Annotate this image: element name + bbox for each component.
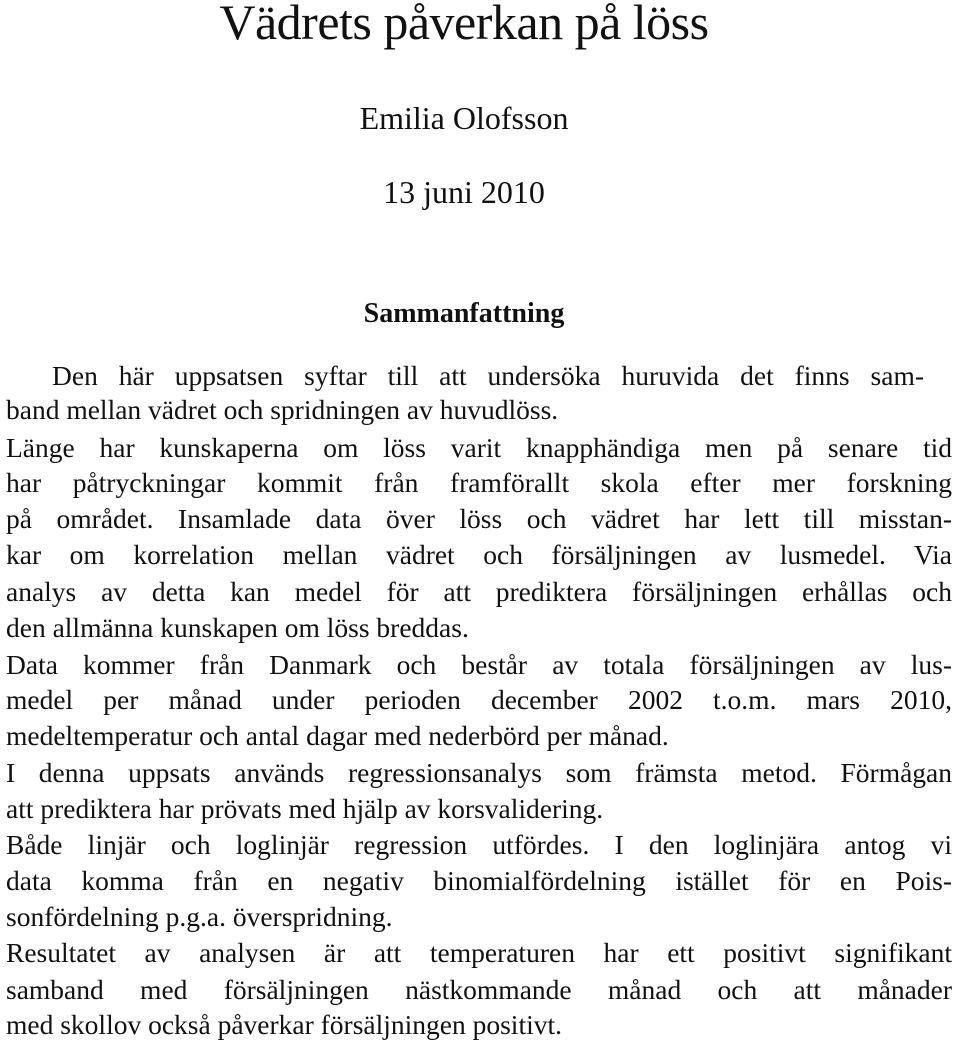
abstract-line: medeltemperatur och antal dagar med nederbörd per månad. bbox=[6, 720, 669, 751]
abstract-line: band mellan vädret och spridningen av huvudlöss. bbox=[6, 394, 559, 425]
abstract-heading: Sammanfattning bbox=[363, 298, 565, 329]
publication-date: 13 juni 2010 bbox=[383, 174, 545, 210]
abstract-line: med skollov också påverkar försäljningen positivt. bbox=[6, 1009, 562, 1040]
abstract-line: data komma från en negativ binomialfördelning istället för en Pois- bbox=[6, 865, 952, 896]
abstract-line: att prediktera har prövats med hjälp av korsvalidering. bbox=[6, 793, 604, 824]
abstract-line: samband med försäljningen nästkommande månad och att månader bbox=[6, 974, 952, 1005]
abstract-line: Både linjär och loglinjär regression utfördes. I den loglinjära antog vi bbox=[6, 829, 952, 860]
paper-title: Vädrets påverkan på löss bbox=[219, 0, 709, 50]
abstract-line: Länge har kunskaperna om löss varit knapphändiga men på senare tid bbox=[6, 432, 952, 463]
abstract-line: medel per månad under perioden december 2002 t.o.m. mars 2010, bbox=[6, 684, 952, 715]
abstract-line: analys av detta kan medel för att prediktera försäljningen erhållas och bbox=[6, 576, 952, 607]
abstract-line: Resultatet av analysen är att temperaturen har ett positivt signifikant bbox=[6, 937, 952, 968]
abstract-line: kar om korrelation mellan vädret och försäljningen av lusmedel. Via bbox=[6, 539, 952, 570]
abstract-line: I denna uppsats används regressionsanalys som främsta metod. Förmågan bbox=[6, 757, 952, 788]
abstract-line: Data kommer från Danmark och består av totala försäljningen av lus- bbox=[6, 649, 952, 680]
abstract-line: sonfördelning p.g.a. överspridning. bbox=[6, 901, 393, 932]
author-name: Emilia Olofsson bbox=[359, 100, 569, 136]
abstract-line: den allmänna kunskapen om löss breddas. bbox=[6, 612, 469, 643]
abstract-line: har påtryckningar kommit från framförallt skola efter mer forskning bbox=[6, 467, 952, 498]
abstract-line: på området. Insamlade data över löss och vädret har lett till misstan- bbox=[6, 503, 952, 534]
abstract-line: Den här uppsatsen syftar till att undersöka huruvida det finns sam- bbox=[52, 360, 924, 391]
